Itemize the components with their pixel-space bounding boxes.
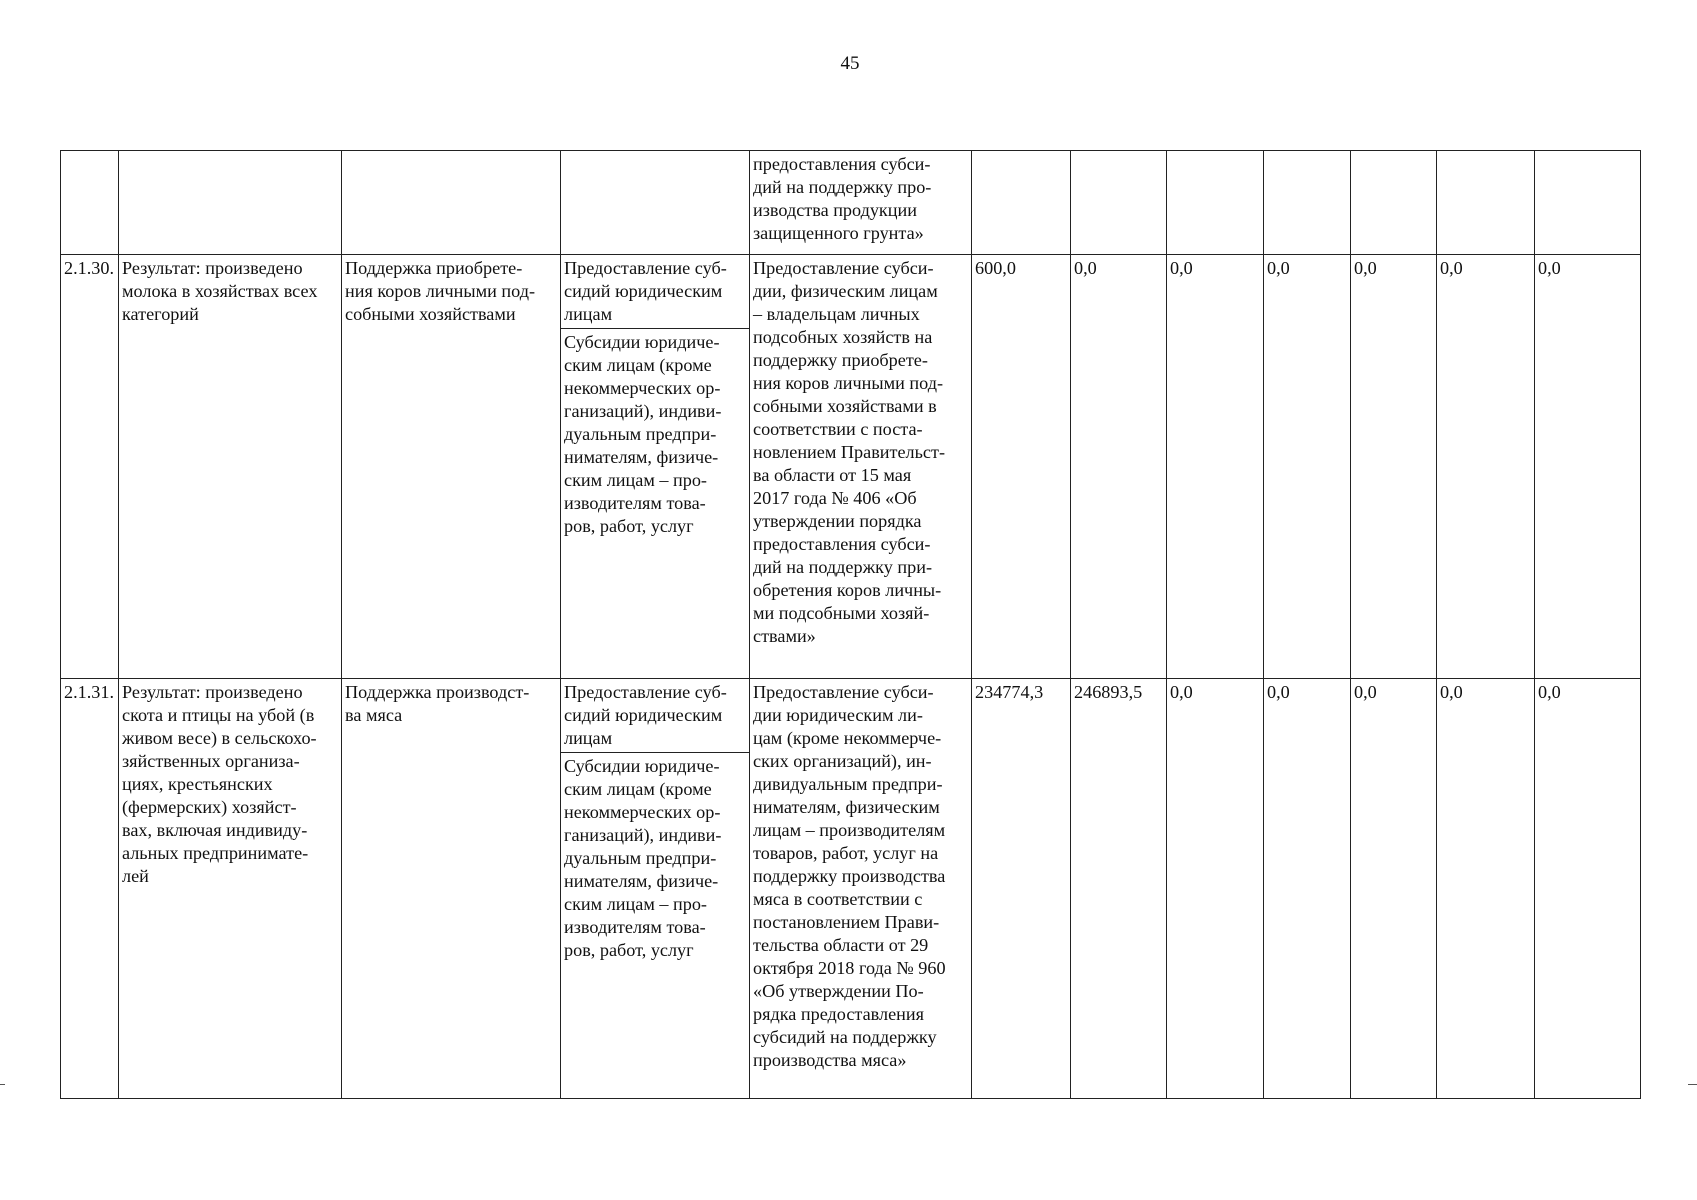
mechanism-text: Предоставление суб- сидий юридическим лицам [561,255,749,329]
table-row-2-1-30 [61,255,1641,679]
mechanism-cell [561,679,750,1099]
scan-mark-right [1688,1084,1697,1085]
value-cell: 0,0 [1167,255,1264,679]
value-cell: 0,0 [1167,679,1264,1099]
table-row-continuation [61,151,1641,255]
mechanism-cell [561,151,750,255]
mechanism-text: Предоставление суб- сидий юридическим лицам [561,679,749,753]
basis-text: Предоставление субси- дии юридическим ли- цам (кроме некоммерче- ских организаций), ин- дивидуальным предпри- нимателям, физическим лицам – производителям товаров, работ, услуг на поддержку производства мяса в соответствии с постановлением Прави- тельства области от 29 октября 2018 года № 960 «Об утверждении По- рядка предоставления субсидий на поддержку производства мяса» [750,679,972,1099]
value-cell: 246893,5 [1071,679,1167,1099]
scan-mark-left [0,1084,5,1085]
value-cell: 0,0 [1437,255,1535,679]
recipients-text: Субсидии юридиче- ским лицам (кроме некоммерческих ор- ганизаций), индиви- дуальным предпри- нимателям, физиче- ским лицам – про- изводителям това- ров, работ, услуг [564,756,722,960]
event-cell [342,151,561,255]
event-text: Поддержка производст- ва мяса [342,679,561,1099]
value-cell: 0,0 [1437,679,1535,1099]
value-cell: 0,0 [1535,679,1641,1099]
row-number: 2.1.31. [61,679,119,1099]
value-cell: 0,0 [1351,679,1437,1099]
value-cell: 0,0 [1071,255,1167,679]
event-text: Поддержка приобрете- ния коров личными под- собными хозяйствами [342,255,561,679]
value-cell: 234774,3 [972,679,1071,1099]
value-cell: 0,0 [1535,255,1641,679]
value-cell: 0,0 [1351,255,1437,679]
recipients-text: Субсидии юридиче- ским лицам (кроме некоммерческих ор- ганизаций), индиви- дуальным предпри- нимателям, физиче- ским лицам – про- изводителям това- ров, работ, услуг [564,332,722,536]
basis-text: предоставления субси- дий на поддержку про- изводства продукции защищенного грунта» [753,154,932,243]
page-number: 45 [840,53,860,74]
result-text: Результат: произведено скота и птицы на убой (в живом весе) в сельскохо- зяйственных организа- циях, крестьянских (фермерских) хозяйст- вах, включая индивиду- альных предпринимате- лей [119,679,342,1099]
basis-cell [750,151,972,255]
num-cell [61,151,119,255]
result-cell [119,151,342,255]
value-cell: 600,0 [972,255,1071,679]
mechanism-cell [561,255,750,679]
result-text: Результат: произведено молока в хозяйствах всех категорий [119,255,342,679]
budget-table [60,150,1641,1099]
value-cell: 0,0 [1264,679,1351,1099]
value-cell: 0,0 [1264,255,1351,679]
basis-text: Предоставление субси- дии, физическим лицам – владельцам личных подсобных хозяйств на поддержку приобрете- ния коров личными под- собными хозяйствами в соответствии с поста- новлением Правительст- ва области от 15 мая 2017 года № 406 «Об утверждении порядка предоставления субси- дий на поддержку при- обретения коров личны- ми подсобными хозяй- ствами» [750,255,972,679]
row-number: 2.1.30. [61,255,119,679]
table-row-2-1-31 [61,679,1641,1099]
